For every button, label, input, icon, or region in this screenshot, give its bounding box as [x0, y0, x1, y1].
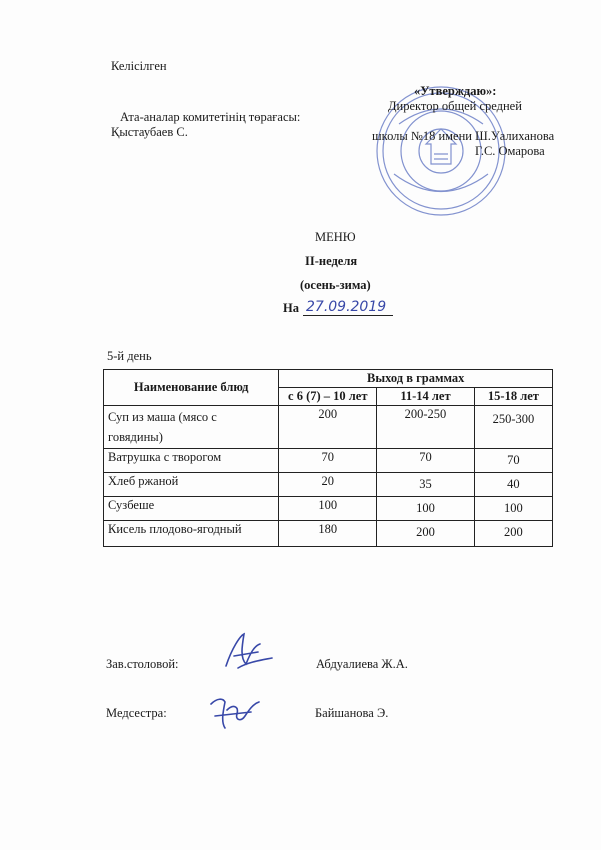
school-name: школы №18 имени Ш.Уалиханова [372, 129, 555, 143]
age-group-header: с 6 (7) – 10 лет [279, 388, 377, 406]
portion-value: 200 [474, 521, 552, 547]
portion-value: 100 [474, 497, 552, 521]
table-row [104, 406, 553, 449]
dish-name: Сузбеше [104, 497, 279, 521]
portion-value: 35 [377, 473, 475, 497]
date-prefix: На [283, 301, 299, 315]
dish-name: Суп из маша (мясо с говядины) [104, 406, 279, 449]
portion-value: 70 [279, 449, 377, 473]
nurse-name: Байшанова Э. [315, 706, 389, 720]
portion-value: 70 [474, 449, 552, 473]
portion-value: 40 [474, 473, 552, 497]
season-label: (осень-зима) [300, 278, 371, 292]
approve-label: «Утверждаю»: [414, 84, 497, 98]
menu-table [103, 369, 553, 547]
nurse-role: Медсестра: [106, 706, 167, 720]
handwritten-date: 27.09.2019 [306, 299, 387, 315]
portion-value: 180 [279, 521, 377, 547]
day-label: 5-й день [107, 349, 152, 363]
director-title: Директор общей средней [388, 99, 522, 113]
portion-value: 250-300 [474, 406, 552, 449]
portion-value: 200 [279, 406, 377, 449]
dish-name: Кисель плодово-ягодный [104, 521, 279, 547]
dish-name: Ватрушка с творогом [104, 449, 279, 473]
portion-value: 20 [279, 473, 377, 497]
table-row [104, 473, 553, 497]
dish-name: Хлеб ржаной [104, 473, 279, 497]
table-row [104, 497, 553, 521]
menu-title: МЕНЮ [315, 230, 356, 244]
canteen-head-role: Зав.столовой: [106, 657, 179, 671]
director-name: Г.С. Омарова [475, 144, 545, 158]
table-row [104, 449, 553, 473]
age-group-header: 15-18 лет [474, 388, 552, 406]
committee-chair-name: Қыстаубаев С. [111, 125, 188, 139]
table-row [104, 521, 553, 547]
age-group-header: 11-14 лет [377, 388, 475, 406]
portion-value: 200-250 [377, 406, 475, 449]
portion-value: 70 [377, 449, 475, 473]
portion-value: 100 [279, 497, 377, 521]
portion-value: 200 [377, 521, 475, 547]
canteen-head-name: Абдуалиева Ж.А. [316, 657, 408, 671]
dish-name-header: Наименование блюд [104, 370, 279, 406]
table-header-row [104, 370, 553, 388]
agreed-label: Келісілген [111, 59, 167, 73]
week-label: II-неделя [305, 254, 358, 268]
signature-icon [205, 690, 265, 734]
committee-chair-title: Ата-аналар комитетінің төрағасы: [120, 110, 301, 124]
signature-icon [218, 628, 278, 674]
output-header: Выход в граммах [279, 370, 553, 388]
date-underline [303, 315, 393, 316]
portion-value: 100 [377, 497, 475, 521]
